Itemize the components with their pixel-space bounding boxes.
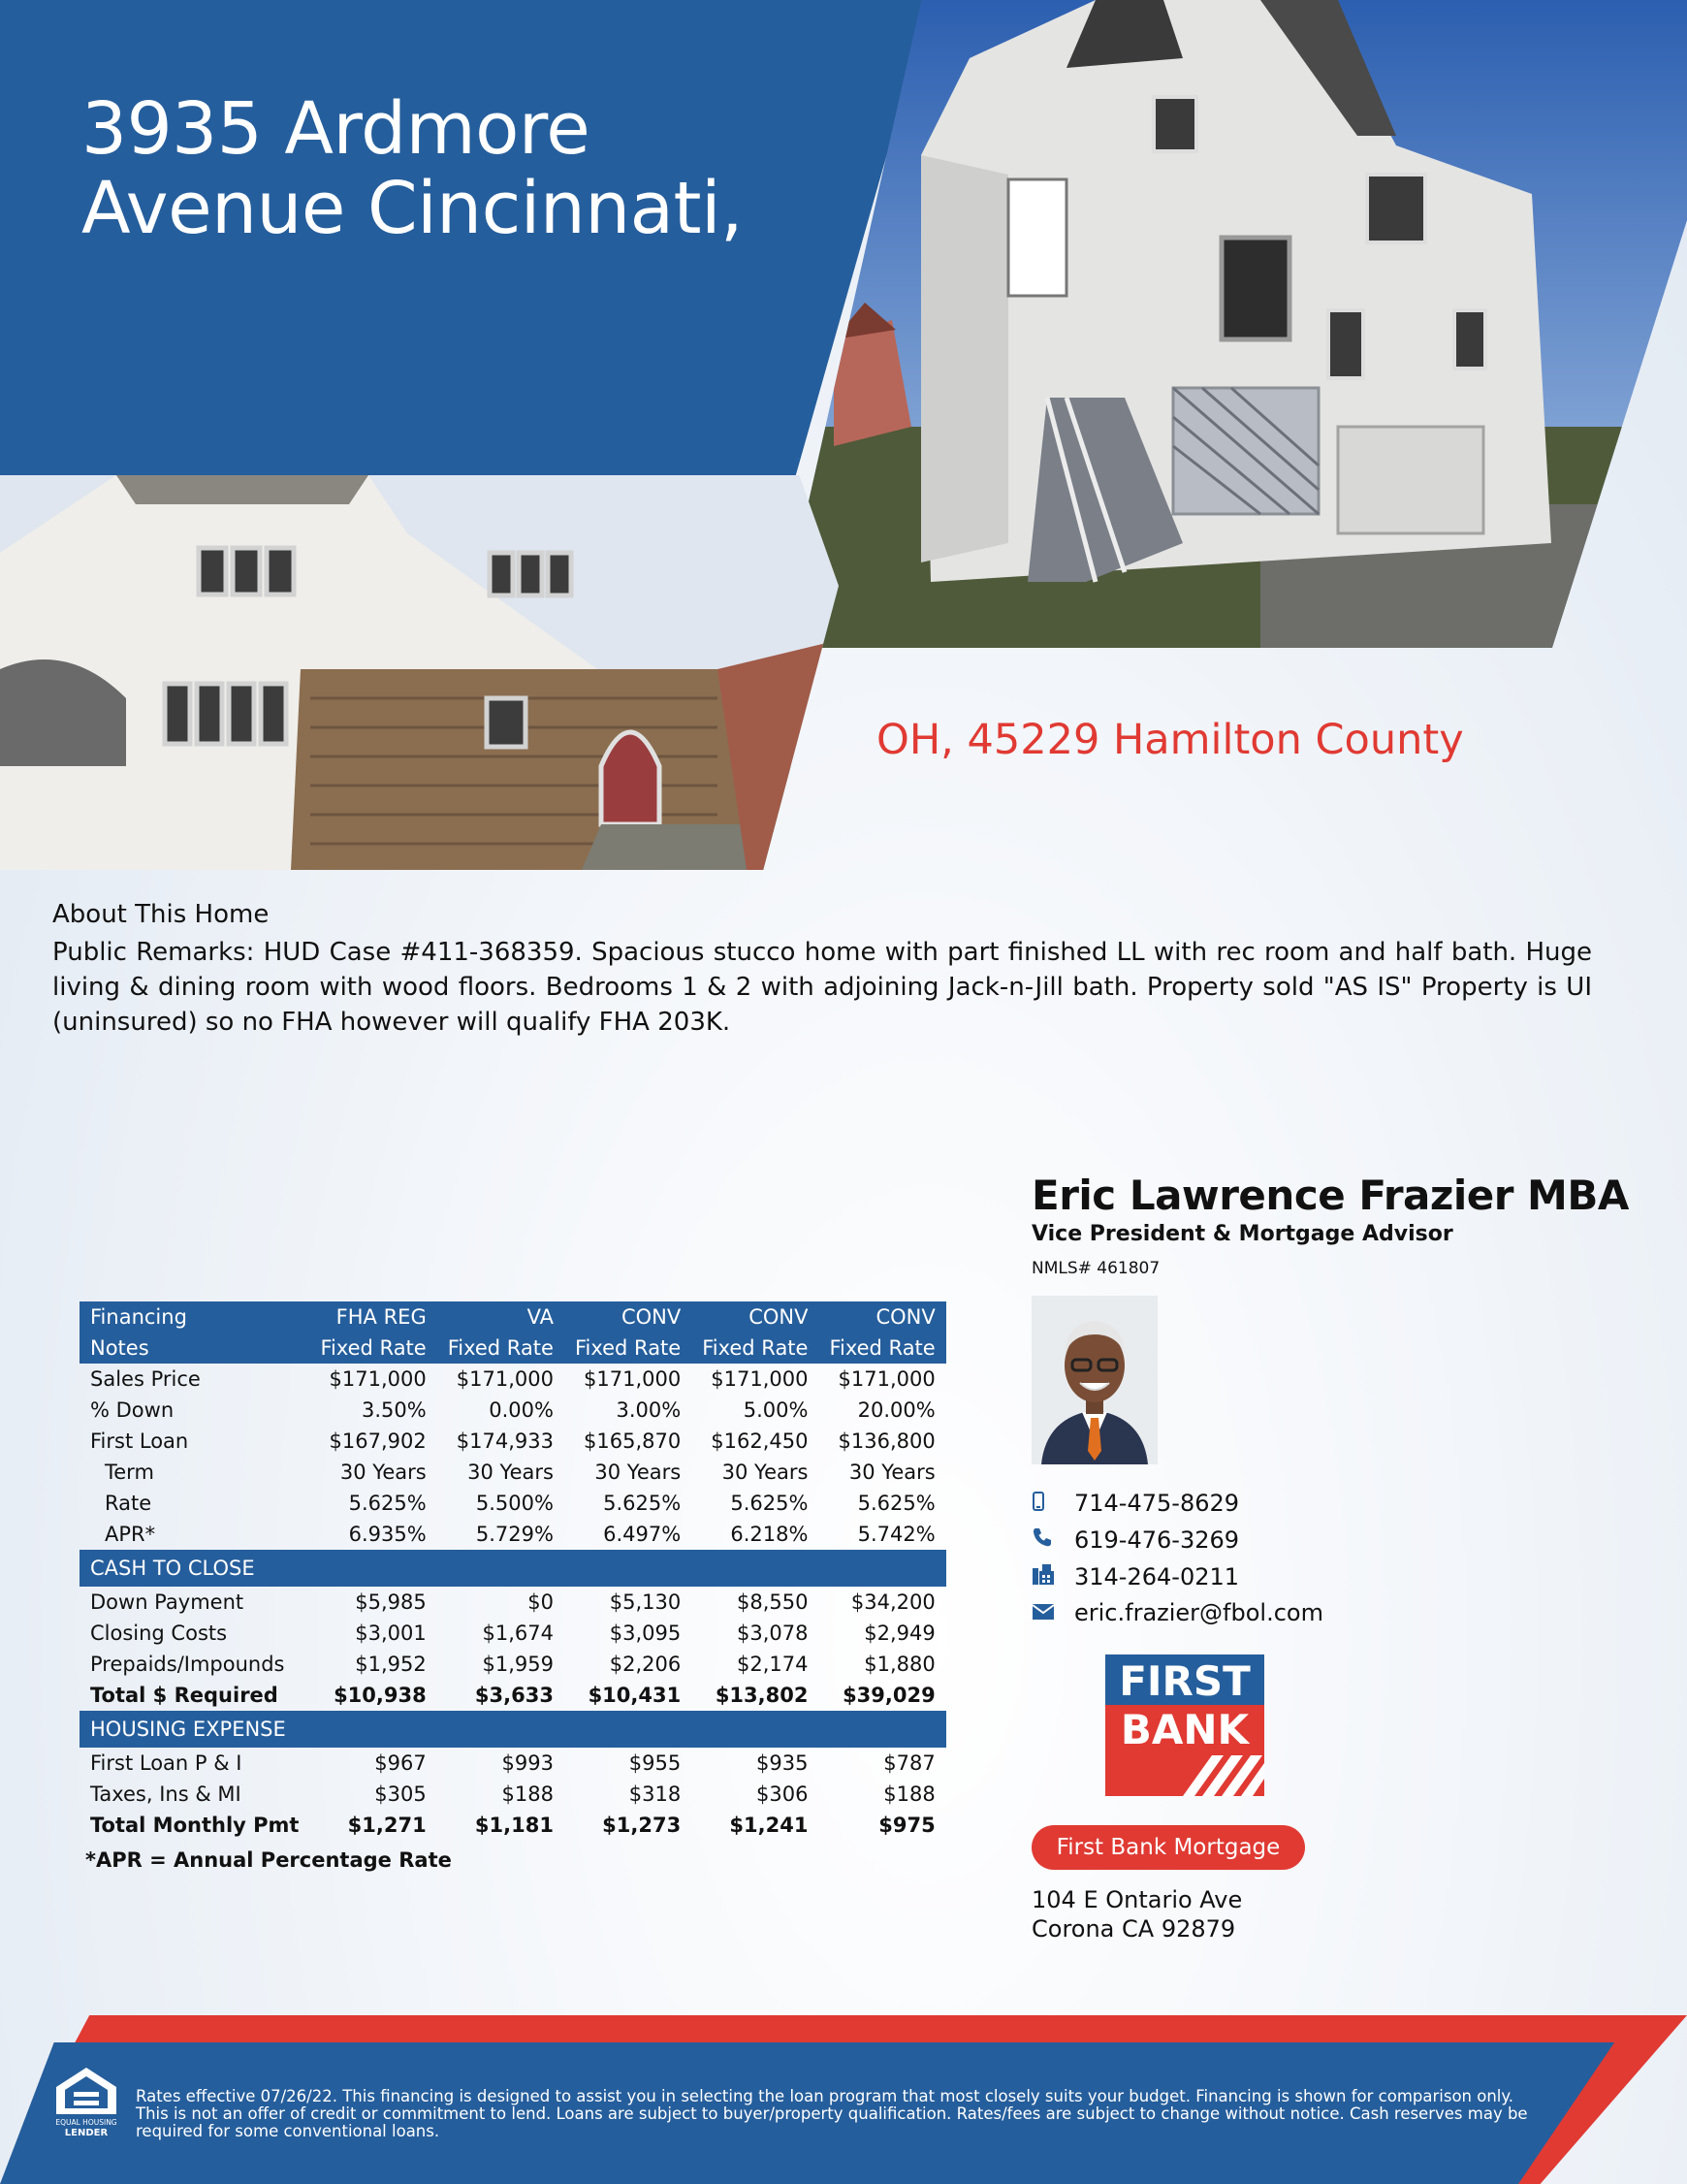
table-cell: Fixed Rate [564,1333,691,1364]
row-label: APR* [105,1523,156,1546]
section-header-row [80,1550,946,1587]
table-row [80,1779,946,1810]
table-cell: $2,206 [609,1653,682,1676]
row-label: Taxes, Ins & MI [90,1783,241,1806]
row-label: Financing [80,1301,309,1333]
table-cell: 30 Years [594,1461,682,1484]
table-header-row [80,1333,946,1364]
table-cell: $955 [628,1751,682,1775]
table-cell: CONV [564,1301,691,1333]
table-cell: Fixed Rate [309,1333,436,1364]
table-cell: $174,933 [456,1429,554,1453]
section-header-row [80,1711,946,1748]
row-label: Down Payment [90,1590,244,1614]
table-cell: FHA REG [309,1301,436,1333]
table-cell: $34,200 [850,1590,936,1614]
table-cell: $993 [501,1751,554,1775]
table-cell: $171,000 [456,1367,554,1391]
table-cell: 5.742% [857,1523,936,1546]
table-cell: 5.625% [857,1492,936,1515]
table-cell: 5.625% [348,1492,427,1515]
apr-note: *APR = Annual Percentage Rate [85,1848,452,1872]
contact-mobile[interactable] [1032,1490,1239,1517]
house-photo-front [0,475,839,870]
table-cell: Fixed Rate [691,1333,818,1364]
row-label: Term [105,1461,154,1484]
contact-phone[interactable] [1032,1526,1239,1554]
advisor-name: Eric Lawrence Frazier MBA [1032,1172,1629,1219]
table-cell: 6.218% [730,1523,809,1546]
row-label: Prepaids/Impounds [90,1653,285,1676]
table-cell: $3,078 [736,1622,809,1645]
table-cell: 30 Years [848,1461,936,1484]
house-photo-rear [776,0,1687,648]
table-cell: $1,959 [482,1653,554,1676]
table-cell: $8,550 [736,1590,809,1614]
svg-text:LENDER: LENDER [64,2128,109,2137]
table-cell: $5,985 [355,1590,427,1614]
table-cell: $1,674 [482,1622,554,1645]
table-cell: 5.500% [475,1492,554,1515]
table-row [80,1488,946,1519]
svg-text:BANK: BANK [1120,1706,1250,1753]
table-cell: $3,095 [609,1622,682,1645]
property-location: OH, 45229 Hamilton County [876,716,1464,764]
table-cell: $165,870 [584,1429,682,1453]
row-label: Sales Price [90,1367,201,1391]
email-address[interactable]: eric.frazier@fbol.com [1074,1599,1323,1626]
table-row [80,1649,946,1680]
property-title: 3935 Ardmore Avenue Cincinnati, [81,87,744,250]
table-cell: CONV [818,1301,945,1333]
table-row [80,1587,946,1618]
fax-number[interactable]: 314-264-0211 [1074,1563,1240,1590]
table-cell: $3,001 [355,1622,427,1645]
table-cell: $305 [374,1783,427,1806]
table-cell: $3,633 [474,1684,554,1707]
table-cell: 30 Years [339,1461,427,1484]
table-cell: $1,181 [474,1814,554,1837]
table-cell: $935 [756,1751,809,1775]
row-label: First Loan P & I [90,1751,242,1775]
about-heading: About This Home [52,900,270,929]
row-label: Rate [105,1492,152,1515]
table-cell: $306 [756,1783,809,1806]
table-cell: $10,431 [588,1684,682,1707]
table-cell: $2,949 [864,1622,936,1645]
table-cell: $171,000 [711,1367,809,1391]
table-row [80,1457,946,1488]
table-cell: $1,273 [602,1814,682,1837]
table-cell: 5.729% [475,1523,554,1546]
table-cell: VA [437,1301,564,1333]
advisor-title: Vice President & Mortgage Advisor [1032,1222,1453,1246]
table-row [80,1364,946,1395]
table-cell: $975 [878,1814,936,1837]
table-cell: $5,130 [609,1590,682,1614]
table-cell: $10,938 [334,1684,427,1707]
table-cell: $39,029 [843,1684,936,1707]
phone-icon [1032,1526,1074,1554]
table-cell: 5.625% [603,1492,682,1515]
mobile-phone-icon [1032,1490,1074,1517]
table-cell: $2,174 [736,1653,809,1676]
section-header: HOUSING EXPENSE [80,1711,946,1748]
table-cell: $136,800 [838,1429,936,1453]
row-label: Total Monthly Pmt [90,1814,300,1837]
phone-number[interactable]: 619-476-3269 [1074,1526,1240,1554]
table-cell: $188 [501,1783,554,1806]
table-cell: $13,802 [715,1684,809,1707]
svg-text:FIRST: FIRST [1119,1657,1251,1705]
table-cell: $171,000 [329,1367,427,1391]
row-label: Closing Costs [90,1622,228,1645]
table-cell: $1,241 [729,1814,809,1837]
mobile-number[interactable]: 714-475-8629 [1074,1490,1240,1517]
svg-text:EQUAL HOUSING: EQUAL HOUSING [55,2118,117,2127]
envelope-icon [1032,1599,1074,1626]
table-cell: $171,000 [838,1367,936,1391]
table-cell: 20.00% [857,1398,936,1422]
table-cell: $1,271 [347,1814,427,1837]
table-row [80,1426,946,1457]
row-label: % Down [90,1398,175,1422]
section-header: CASH TO CLOSE [80,1550,946,1587]
table-cell: 6.497% [603,1523,682,1546]
office-address: 104 E Ontario Ave Corona CA 92879 [1032,1886,1243,1943]
table-cell: 30 Years [467,1461,554,1484]
table-cell: $318 [628,1783,682,1806]
table-cell: $171,000 [584,1367,682,1391]
contact-fax[interactable] [1032,1562,1239,1591]
table-cell: $162,450 [711,1429,809,1453]
table-cell: $787 [883,1751,936,1775]
table-cell: Fixed Rate [437,1333,564,1364]
table-cell: 6.935% [348,1523,427,1546]
row-label: Total $ Required [90,1684,278,1707]
advisor-nmls: NMLS# 461807 [1032,1259,1161,1278]
footer-disclaimer: Rates effective 07/26/22. This financing is designed to assist you in selecting the loan program that most closely suits your budget. Financing is shown for comparison only. This is not an offer of credit or commitment to lend. Loans are subject to buyer/property qualification. Rates/fees are subject to change without notice. Cash reserves may be required for some conventional loans. [136,2087,1528,2140]
table-cell: $0 [527,1590,554,1614]
table-cell: $167,902 [329,1429,427,1453]
table-row [80,1519,946,1550]
table-cell: $967 [374,1751,427,1775]
financing-table [80,1301,946,1841]
table-row [80,1395,946,1426]
advisor-photo [1032,1296,1158,1464]
table-row [80,1748,946,1779]
table-row [80,1618,946,1649]
about-description: Public Remarks: HUD Case #411-368359. Spacious stucco home with part finished LL with rec room and half bath. Huge living & dining room with wood floors. Bedrooms 1 & 2 with adjoining Jack-n-Jill bath. Property sold "AS IS" Property is UI (uninsured) so no FHA however will qualify FHA 203K. [52,938,1592,1037]
table-cell: 3.00% [616,1398,682,1422]
table-cell: 30 Years [721,1461,809,1484]
total-row [80,1810,946,1841]
table-cell: 0.00% [489,1398,554,1422]
table-cell: CONV [691,1301,818,1333]
first-bank-logo [1105,1654,1264,1796]
fax-icon [1032,1562,1074,1591]
table-cell: $1,880 [864,1653,936,1676]
table-cell: Fixed Rate [818,1333,945,1364]
table-cell: $1,952 [355,1653,427,1676]
table-cell: $188 [883,1783,936,1806]
table-header-row [80,1301,946,1333]
table-cell: 5.00% [743,1398,809,1422]
total-row [80,1680,946,1711]
table-cell: 5.625% [730,1492,809,1515]
contact-email[interactable] [1032,1599,1323,1626]
row-label: First Loan [90,1429,189,1453]
row-label: Notes [80,1333,309,1364]
equal-housing-lender-icon [50,2064,122,2137]
company-button[interactable]: First Bank Mortgage [1032,1825,1305,1870]
table-cell: 3.50% [362,1398,427,1422]
